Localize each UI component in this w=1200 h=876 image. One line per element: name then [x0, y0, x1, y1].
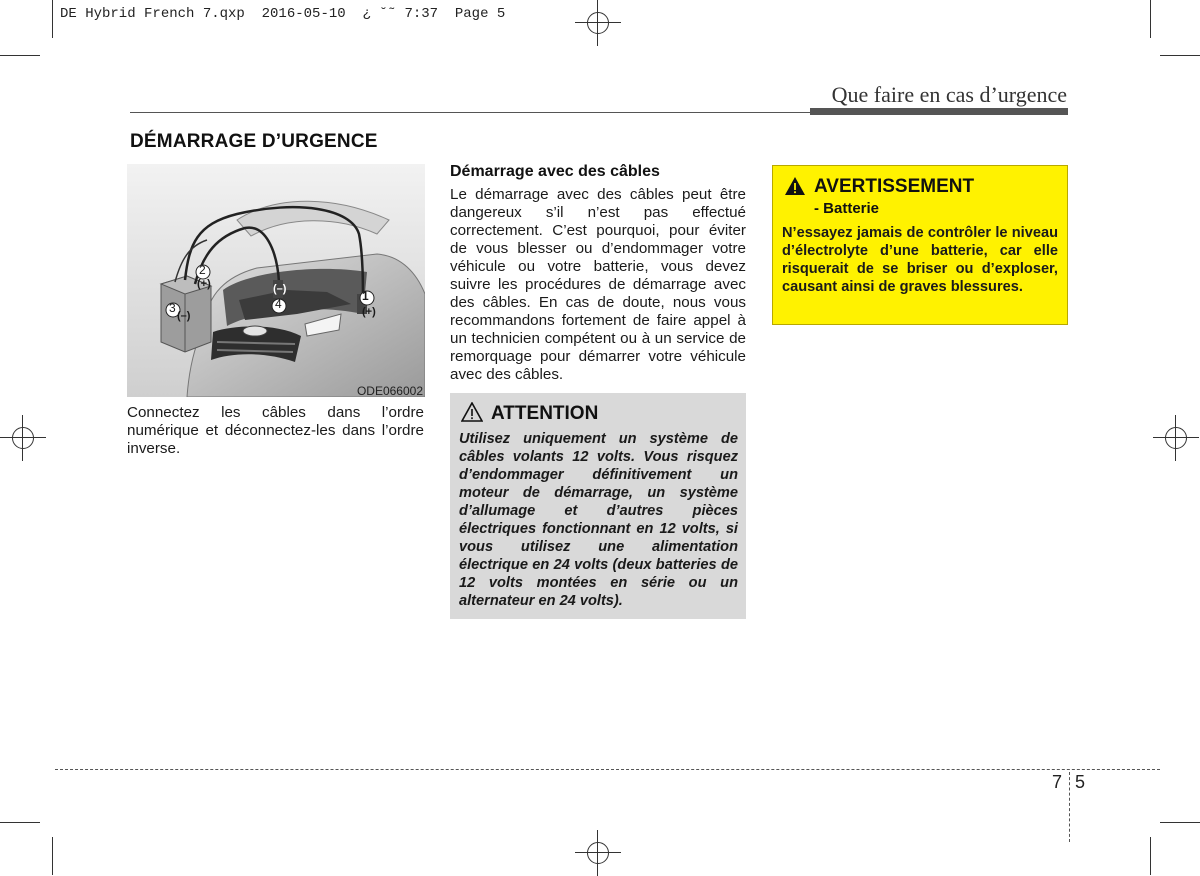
- trim-mark: [1160, 822, 1200, 823]
- callout-1: 1: [362, 289, 369, 303]
- figure-caption: Connectez les câbles dans l’ordre numérique et déconnectez-les dans l’ordre inverse.: [127, 404, 424, 457]
- polarity-minus-battery: (–): [177, 310, 191, 322]
- warning-title: AVERTISSEMENT: [814, 176, 975, 197]
- attention-title: ATTENTION: [491, 403, 599, 424]
- footer-divider: [1069, 772, 1070, 842]
- figure-code: ODE066002: [356, 384, 423, 398]
- print-slug: DE Hybrid French 7.qxp 2016-05-10 ¿ ˘˜ 7:37 Page 5: [60, 6, 506, 22]
- section-title: DÉMARRAGE D’URGENCE: [130, 131, 378, 152]
- trim-mark: [0, 822, 40, 823]
- callout-2: 2: [199, 263, 206, 277]
- trim-mark: [1150, 0, 1151, 38]
- trim-mark: [1160, 55, 1200, 56]
- attention-text: Utilisez uniquement un système de câbles volants 12 volts. Vous risquez d’endommager définitivement un moteur de démarrage, un système d’allumage et d’autres pièces électriques fonctionnant en 12 volts, si vous utilisez une alimentation électrique en 24 volts (deux batteries de 12 volts montées en série ou un alternateur en 24 volts).: [459, 431, 738, 609]
- jump-start-illustration: [127, 164, 425, 397]
- polarity-plus-car: (+): [362, 306, 376, 318]
- polarity-minus-car: (–): [273, 283, 287, 295]
- registration-mark-right: [1153, 415, 1199, 461]
- chapter-number: 7: [1052, 772, 1063, 792]
- registration-mark-bottom: [575, 830, 621, 876]
- polarity-plus-battery: (+): [197, 278, 211, 290]
- running-head: Que faire en cas d’urgence: [831, 82, 1067, 107]
- header-rule: [130, 112, 810, 113]
- trim-mark: [1150, 837, 1151, 875]
- registration-mark-left: [0, 415, 46, 461]
- footer-rule: [55, 769, 1160, 770]
- trim-mark: [52, 837, 53, 875]
- cables-heading: Démarrage avec des câbles: [450, 163, 660, 180]
- registration-mark-top: [575, 0, 621, 46]
- caution-triangle-icon: [461, 402, 483, 422]
- warning-subtitle: - Batterie: [814, 200, 880, 217]
- cables-paragraph: Le démarrage avec des câbles peut être dangereux s’il n’est pas effectué correctement. C’est pourquoi, pour éviter de vous blesser ou d’endommager votre véhicule ou votre batterie, vous devez suivre les procédures de démarrage avec des câbles. En cas de doute, nous vous recommandons fortement de faire appel à un technicien compétent ou à un service de remorquage pour démarrer votre véhicule avec des câbles.: [450, 186, 746, 383]
- trim-mark: [52, 0, 53, 38]
- warning-text: N’essayez jamais de contrôler le niveau d’électrolyte d’une batterie, car elle risquerait de se briser ou d’exploser, causant ainsi de graves blessures.: [782, 225, 1058, 295]
- trim-mark: [0, 55, 40, 56]
- callout-4: 4: [275, 297, 282, 311]
- callout-3: 3: [169, 301, 176, 315]
- page-number: 5: [1075, 772, 1086, 792]
- warning-triangle-icon: [784, 176, 806, 196]
- header-rule-bold: [810, 108, 1068, 115]
